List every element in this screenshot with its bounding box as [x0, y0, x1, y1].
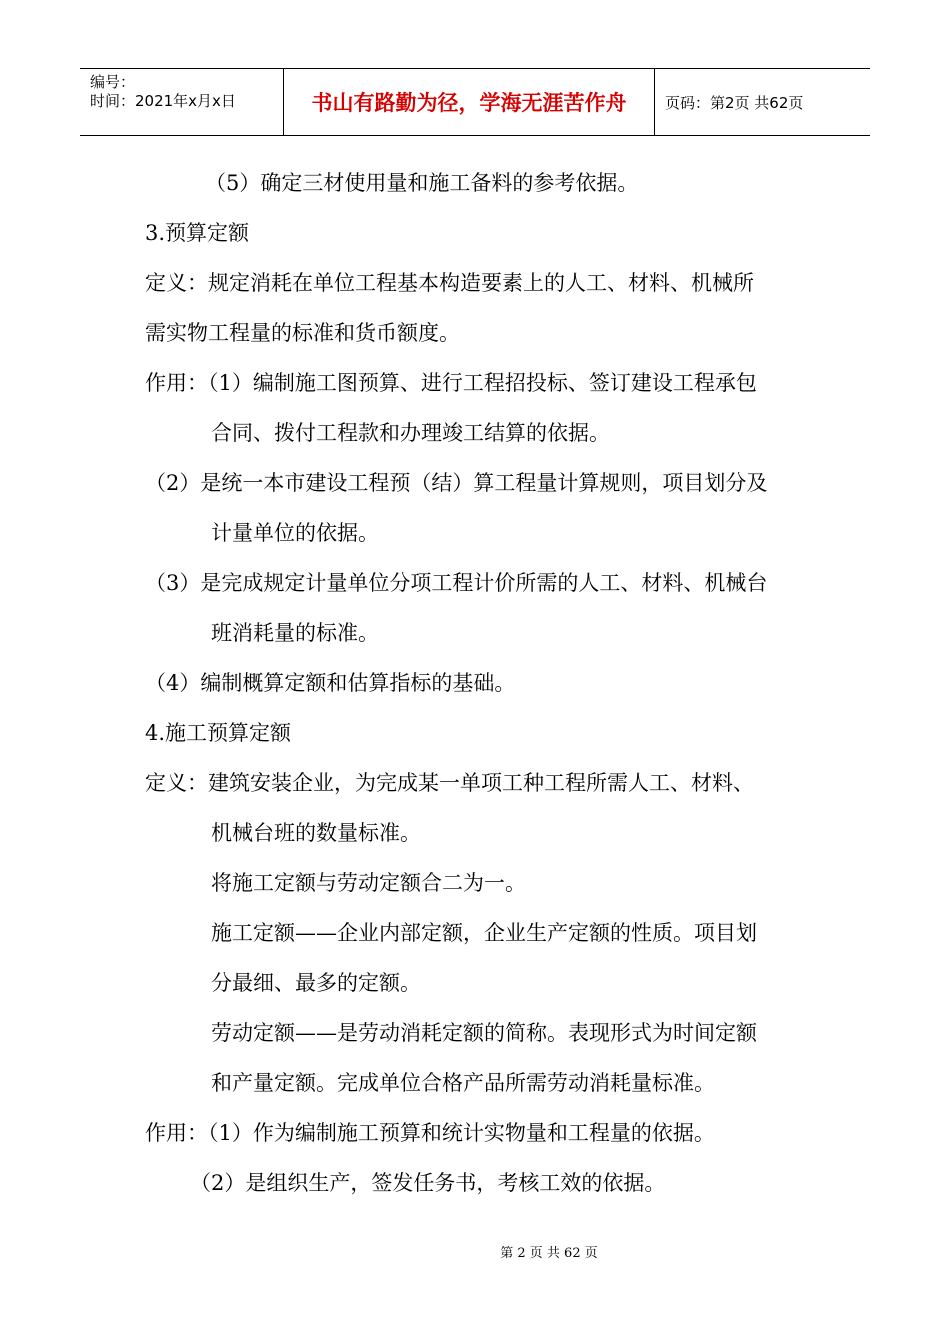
text-line: 作用：（1）编制施工图预算、进行工程招投标、签订建设工程承包: [145, 371, 757, 395]
text-line: 合同、拨付工程款和办理竣工结算的依据。: [211, 421, 610, 445]
text-line: 定义：规定消耗在单位工程基本构造要素上的人工、材料、机械所: [145, 271, 754, 295]
text-line: （5）确定三材使用量和施工备料的参考依据。: [205, 171, 639, 195]
text-line: 施工定额——企业内部定额，企业生产定额的性质。项目划: [211, 921, 757, 945]
motto-text: 书山有路勤为径，学海无涯苦作舟: [311, 91, 627, 115]
text-line: （3）是完成规定计量单位分项工程计价所需的人工、材料、机械台: [145, 571, 768, 595]
text-line: （4）编制概算定额和估算指标的基础。: [145, 671, 516, 695]
page-header: [80, 68, 870, 136]
text-line: （2）是组织生产，签发任务书，考核工效的依据。: [190, 1171, 666, 1195]
section-heading: 4.施工预算定额: [145, 721, 292, 745]
text-line: （2）是统一本市建设工程预（结）算工程量计算规则，项目划分及: [145, 471, 768, 495]
section-heading: 3.预算定额: [145, 221, 250, 245]
text-line: 计量单位的依据。: [211, 521, 379, 545]
footer-page-number: 第 2 页 共 62 页: [500, 1246, 598, 1261]
text-line: 和产量定额。完成单位合格产品所需劳动消耗量标准。: [211, 1071, 715, 1095]
text-line: 作用：（1）作为编制施工预算和统计实物量和工程量的依据。: [145, 1121, 715, 1145]
text-line: 分最细、最多的定额。: [211, 971, 421, 995]
page-footer: [0, 1245, 950, 1263]
header-meta-cell: [80, 69, 284, 135]
date-label: 时间：2021年x月x日: [90, 92, 236, 110]
header-motto-cell: [284, 69, 655, 135]
text-line: 班消耗量的标准。: [211, 621, 379, 645]
header-page-cell: [655, 69, 870, 135]
text-line: 定义：建筑安装企业，为完成某一单项工种工程所需人工、材料、: [145, 771, 754, 795]
serial-number-label: 编号：: [90, 73, 136, 91]
text-line: 将施工定额与劳动定额合二为一。: [211, 871, 526, 895]
text-line: 机械台班的数量标准。: [211, 821, 421, 845]
text-line: 需实物工程量的标准和货币额度。: [145, 321, 460, 345]
page-info: 页码：第2页 共62页: [665, 93, 804, 112]
text-line: 劳动定额——是劳动消耗定额的简称。表现形式为时间定额: [211, 1021, 757, 1045]
